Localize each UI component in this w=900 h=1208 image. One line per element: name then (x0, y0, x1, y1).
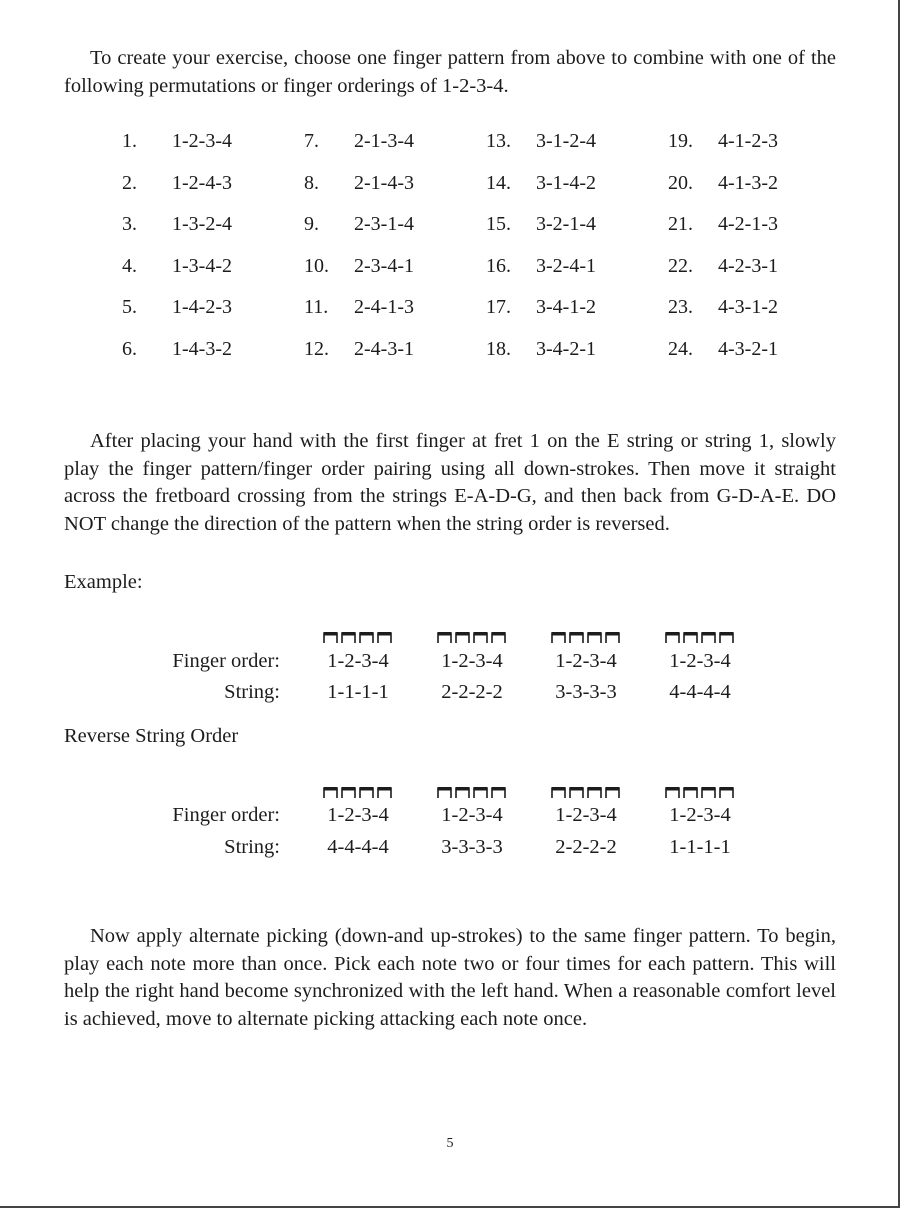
permutation-value: 3-4-2-1 (536, 338, 596, 360)
down-stroke-bar (684, 632, 697, 636)
string-value: 3-3-3-3 (555, 681, 617, 703)
finger-order-value: 1-2-3-4 (669, 650, 731, 672)
down-stroke-bar (606, 787, 619, 791)
down-stroke-bar (702, 787, 715, 791)
instructions-paragraph (64, 428, 836, 538)
permutation-number: 8. (304, 172, 319, 194)
down-stroke-bar (666, 632, 679, 636)
permutation-number: 14. (486, 172, 511, 194)
permutation-value: 1-3-2-4 (172, 213, 232, 235)
finger-order-label: Finger order: (172, 804, 280, 826)
permutation-number: 17. (486, 296, 511, 318)
permutation-value: 3-2-1-4 (536, 213, 596, 235)
permutation-number: 12. (304, 338, 329, 360)
permutation-value: 2-1-4-3 (354, 172, 414, 194)
finger-order-label: Finger order: (172, 650, 280, 672)
down-stroke-bar (324, 632, 337, 636)
string-value: 4-4-4-4 (327, 836, 389, 858)
down-stroke-bar (342, 787, 355, 791)
closing-paragraph (64, 923, 836, 1033)
permutation-number: 6. (122, 338, 137, 360)
down-stroke-bar (588, 787, 601, 791)
permutation-number: 2. (122, 172, 137, 194)
down-stroke-bar (552, 787, 565, 791)
permutation-value: 4-2-1-3 (718, 213, 778, 235)
string-label: String: (224, 836, 280, 858)
permutation-value: 2-1-3-4 (354, 130, 414, 152)
page-number: 5 (446, 1136, 454, 1151)
intro-paragraph (64, 45, 836, 100)
permutation-value: 2-3-1-4 (354, 213, 414, 235)
permutation-value: 4-2-3-1 (718, 255, 778, 277)
permutation-number: 5. (122, 296, 137, 318)
permutation-number: 13. (486, 130, 511, 152)
permutation-value: 1-4-3-2 (172, 338, 232, 360)
string-value: 2-2-2-2 (555, 836, 617, 858)
permutation-number: 20. (668, 172, 693, 194)
finger-order-value: 1-2-3-4 (555, 804, 617, 826)
permutation-number: 9. (304, 213, 319, 235)
string-value: 4-4-4-4 (669, 681, 731, 703)
down-stroke-bar (570, 787, 583, 791)
permutation-value: 1-2-4-3 (172, 172, 232, 194)
permutation-number: 3. (122, 213, 137, 235)
string-value: 1-1-1-1 (669, 836, 731, 858)
instructions-text: After placing your hand with the first finger at fret 1 on the E string or string 1, slowly play the finger pattern/finger order pairing using all down-strokes. Then move it straight across the fretboard crossing from the strings E-A-D-G, and then back from G-D-A-E. DO NOT change the direction of the pattern when the string order is reversed. (64, 430, 836, 535)
down-stroke-bar (324, 787, 337, 791)
permutation-value: 4-1-2-3 (718, 130, 778, 152)
down-stroke-bar (474, 787, 487, 791)
finger-order-value: 1-2-3-4 (327, 804, 389, 826)
down-stroke-bar (360, 632, 373, 636)
permutation-value: 3-1-4-2 (536, 172, 596, 194)
down-stroke-bar (720, 632, 733, 636)
finger-order-value: 1-2-3-4 (669, 804, 731, 826)
string-value: 3-3-3-3 (441, 836, 503, 858)
example-heading: Example: (64, 571, 143, 593)
string-value: 1-1-1-1 (327, 681, 389, 703)
permutation-value: 4-1-3-2 (718, 172, 778, 194)
permutation-number: 16. (486, 255, 511, 277)
down-stroke-bar (720, 787, 733, 791)
permutation-value: 3-4-1-2 (536, 296, 596, 318)
down-stroke-bar (474, 632, 487, 636)
permutation-number: 7. (304, 130, 319, 152)
finger-order-value: 1-2-3-4 (441, 804, 503, 826)
permutation-number: 11. (304, 296, 329, 318)
down-stroke-bar (492, 632, 505, 636)
finger-order-value: 1-2-3-4 (441, 650, 503, 672)
permutation-number: 19. (668, 130, 693, 152)
down-stroke-bar (378, 787, 391, 791)
permutation-value: 4-3-2-1 (718, 338, 778, 360)
permutation-number: 18. (486, 338, 511, 360)
down-stroke-bar (438, 632, 451, 636)
permutation-number: 24. (668, 338, 693, 360)
down-stroke-bar (342, 632, 355, 636)
down-stroke-bar (456, 787, 469, 791)
down-stroke-bar (360, 787, 373, 791)
permutation-value: 3-1-2-4 (536, 130, 596, 152)
permutation-number: 10. (304, 255, 329, 277)
down-stroke-symbols (664, 785, 736, 799)
down-stroke-symbols (664, 630, 736, 644)
down-stroke-bar (492, 787, 505, 791)
down-stroke-symbols (550, 630, 622, 644)
reverse-string-order-heading: Reverse String Order (64, 725, 239, 747)
permutation-number: 15. (486, 213, 511, 235)
permutation-value: 2-3-4-1 (354, 255, 414, 277)
permutation-value: 2-4-3-1 (354, 338, 414, 360)
permutation-value: 1-3-4-2 (172, 255, 232, 277)
permutation-value: 3-2-4-1 (536, 255, 596, 277)
permutation-number: 1. (122, 130, 137, 152)
string-label: String: (224, 681, 280, 703)
down-stroke-bar (666, 787, 679, 791)
down-stroke-bar (702, 632, 715, 636)
permutation-value: 4-3-1-2 (718, 296, 778, 318)
down-stroke-bar (456, 632, 469, 636)
closing-text: Now apply alternate picking (down-and up-strokes) to the same finger pattern. To begin, play each note more than once. Pick each note two or four times for each pattern. This will help the right hand become synchronized with the left hand. When a reasonable comfort level is achieved, move to alternate picking attacking each note once. (64, 925, 836, 1030)
finger-order-value: 1-2-3-4 (555, 650, 617, 672)
down-stroke-symbols (322, 630, 394, 644)
finger-order-value: 1-2-3-4 (327, 650, 389, 672)
down-stroke-bar (684, 787, 697, 791)
down-stroke-bar (378, 632, 391, 636)
permutation-value: 2-4-1-3 (354, 296, 414, 318)
permutation-value: 1-2-3-4 (172, 130, 232, 152)
down-stroke-symbols (436, 630, 508, 644)
intro-text: To create your exercise, choose one finger pattern from above to combine with one of the following permutations or finger orderings of 1-2-3-4. (64, 47, 836, 97)
down-stroke-symbols (322, 785, 394, 799)
permutation-number: 23. (668, 296, 693, 318)
down-stroke-bar (438, 787, 451, 791)
string-value: 2-2-2-2 (441, 681, 503, 703)
permutation-number: 21. (668, 213, 693, 235)
down-stroke-bar (552, 632, 565, 636)
down-stroke-symbols (436, 785, 508, 799)
permutation-number: 4. (122, 255, 137, 277)
down-stroke-bar (606, 632, 619, 636)
down-stroke-bar (588, 632, 601, 636)
down-stroke-symbols (550, 785, 622, 799)
permutation-value: 1-4-2-3 (172, 296, 232, 318)
permutation-number: 22. (668, 255, 693, 277)
down-stroke-bar (570, 632, 583, 636)
